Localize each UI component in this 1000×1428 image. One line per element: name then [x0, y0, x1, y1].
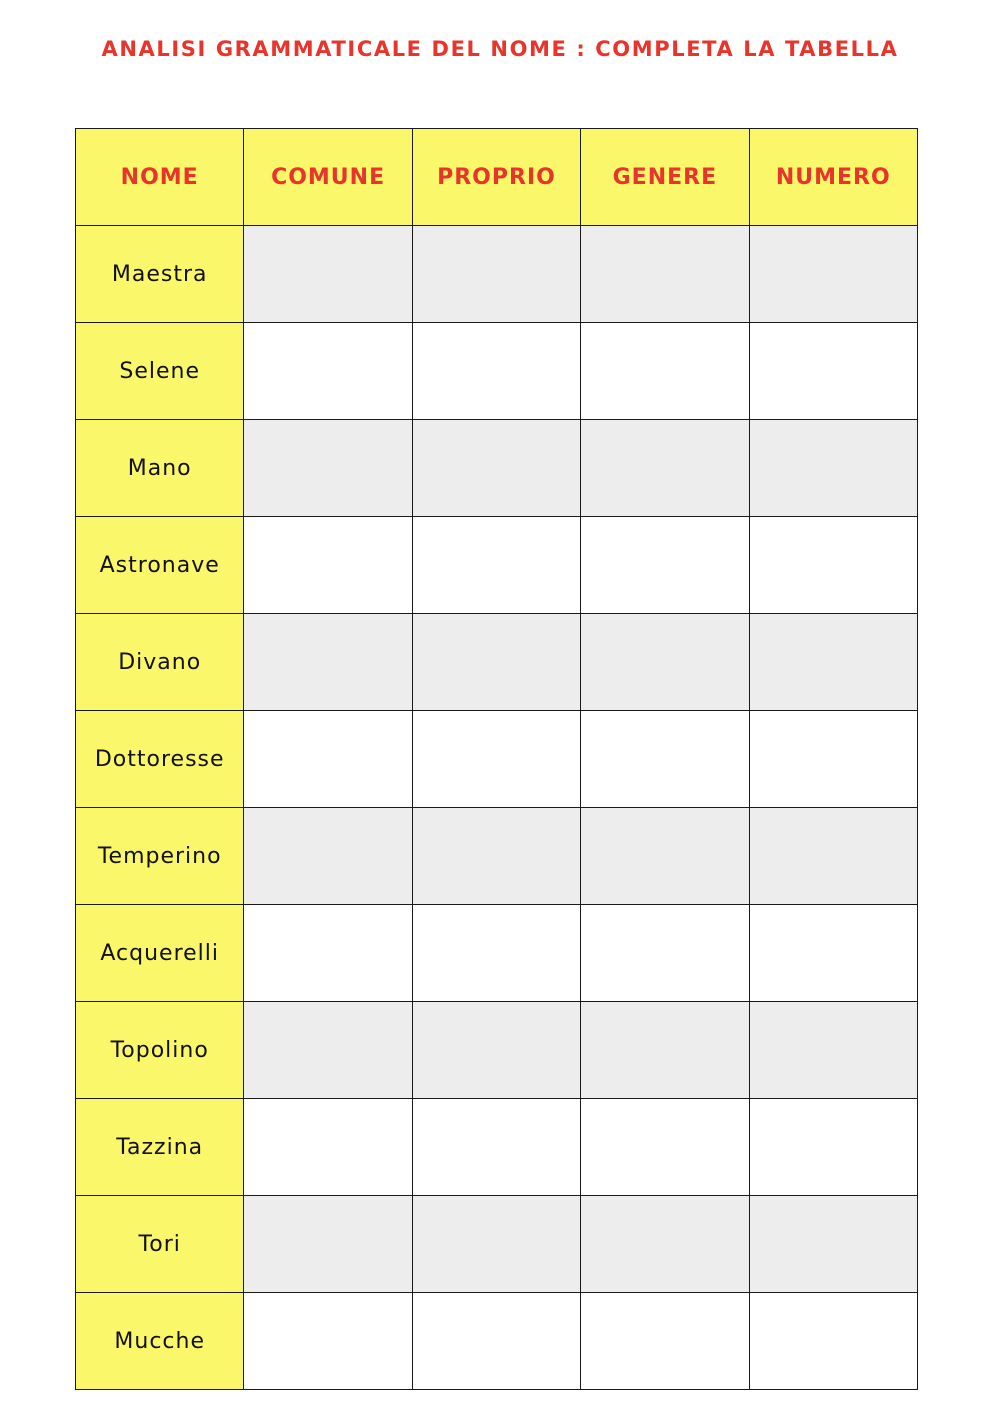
table-row: [76, 517, 918, 614]
comune-answer-cell[interactable]: [244, 226, 412, 323]
proprio-answer-cell[interactable]: [412, 1293, 580, 1390]
genere-answer-cell[interactable]: [581, 905, 749, 1002]
table-row: [76, 711, 918, 808]
header-proprio: PROPRIO: [412, 129, 580, 226]
table-row: [76, 1002, 918, 1099]
header-comune: COMUNE: [244, 129, 412, 226]
genere-answer-cell[interactable]: [581, 226, 749, 323]
proprio-answer-cell[interactable]: [412, 614, 580, 711]
page-title: ANALISI GRAMMATICALE DEL NOME : COMPLETA LA TABELLA: [101, 37, 899, 61]
numero-answer-cell[interactable]: [749, 1002, 917, 1099]
table-header-row: [76, 129, 918, 226]
comune-answer-cell[interactable]: [244, 905, 412, 1002]
noun-cell: Mano: [76, 420, 244, 517]
proprio-answer-cell[interactable]: [412, 711, 580, 808]
numero-answer-cell[interactable]: [749, 517, 917, 614]
proprio-answer-cell[interactable]: [412, 420, 580, 517]
noun-cell: Divano: [76, 614, 244, 711]
header-nome: NOME: [76, 129, 244, 226]
genere-answer-cell[interactable]: [581, 614, 749, 711]
table-row: [76, 1099, 918, 1196]
proprio-answer-cell[interactable]: [412, 1196, 580, 1293]
table-row: [76, 905, 918, 1002]
table-row: [76, 420, 918, 517]
genere-answer-cell[interactable]: [581, 323, 749, 420]
proprio-answer-cell[interactable]: [412, 226, 580, 323]
noun-cell: Maestra: [76, 226, 244, 323]
proprio-answer-cell[interactable]: [412, 517, 580, 614]
proprio-answer-cell[interactable]: [412, 323, 580, 420]
numero-answer-cell[interactable]: [749, 323, 917, 420]
comune-answer-cell[interactable]: [244, 517, 412, 614]
table-row: [76, 614, 918, 711]
genere-answer-cell[interactable]: [581, 1196, 749, 1293]
genere-answer-cell[interactable]: [581, 517, 749, 614]
header-numero: NUMERO: [749, 129, 917, 226]
noun-cell: Topolino: [76, 1002, 244, 1099]
genere-answer-cell[interactable]: [581, 711, 749, 808]
numero-answer-cell[interactable]: [749, 711, 917, 808]
table-row: [76, 1196, 918, 1293]
comune-answer-cell[interactable]: [244, 1293, 412, 1390]
numero-answer-cell[interactable]: [749, 1196, 917, 1293]
table-row: [76, 808, 918, 905]
comune-answer-cell[interactable]: [244, 711, 412, 808]
genere-answer-cell[interactable]: [581, 1002, 749, 1099]
noun-analysis-table: [75, 128, 918, 1390]
numero-answer-cell[interactable]: [749, 614, 917, 711]
genere-answer-cell[interactable]: [581, 808, 749, 905]
noun-cell: Dottoresse: [76, 711, 244, 808]
table-row: [76, 226, 918, 323]
comune-answer-cell[interactable]: [244, 323, 412, 420]
numero-answer-cell[interactable]: [749, 420, 917, 517]
noun-cell: Tori: [76, 1196, 244, 1293]
noun-cell: Selene: [76, 323, 244, 420]
proprio-answer-cell[interactable]: [412, 808, 580, 905]
header-genere: GENERE: [581, 129, 749, 226]
comune-answer-cell[interactable]: [244, 614, 412, 711]
noun-cell: Temperino: [76, 808, 244, 905]
comune-answer-cell[interactable]: [244, 420, 412, 517]
noun-cell: Mucche: [76, 1293, 244, 1390]
genere-answer-cell[interactable]: [581, 420, 749, 517]
genere-answer-cell[interactable]: [581, 1099, 749, 1196]
comune-answer-cell[interactable]: [244, 1196, 412, 1293]
table-row: [76, 1293, 918, 1390]
noun-cell: Astronave: [76, 517, 244, 614]
genere-answer-cell[interactable]: [581, 1293, 749, 1390]
comune-answer-cell[interactable]: [244, 1099, 412, 1196]
noun-cell: Tazzina: [76, 1099, 244, 1196]
numero-answer-cell[interactable]: [749, 1293, 917, 1390]
numero-answer-cell[interactable]: [749, 226, 917, 323]
comune-answer-cell[interactable]: [244, 808, 412, 905]
table-row: [76, 323, 918, 420]
numero-answer-cell[interactable]: [749, 905, 917, 1002]
proprio-answer-cell[interactable]: [412, 1099, 580, 1196]
numero-answer-cell[interactable]: [749, 808, 917, 905]
noun-cell: Acquerelli: [76, 905, 244, 1002]
proprio-answer-cell[interactable]: [412, 1002, 580, 1099]
numero-answer-cell[interactable]: [749, 1099, 917, 1196]
proprio-answer-cell[interactable]: [412, 905, 580, 1002]
comune-answer-cell[interactable]: [244, 1002, 412, 1099]
